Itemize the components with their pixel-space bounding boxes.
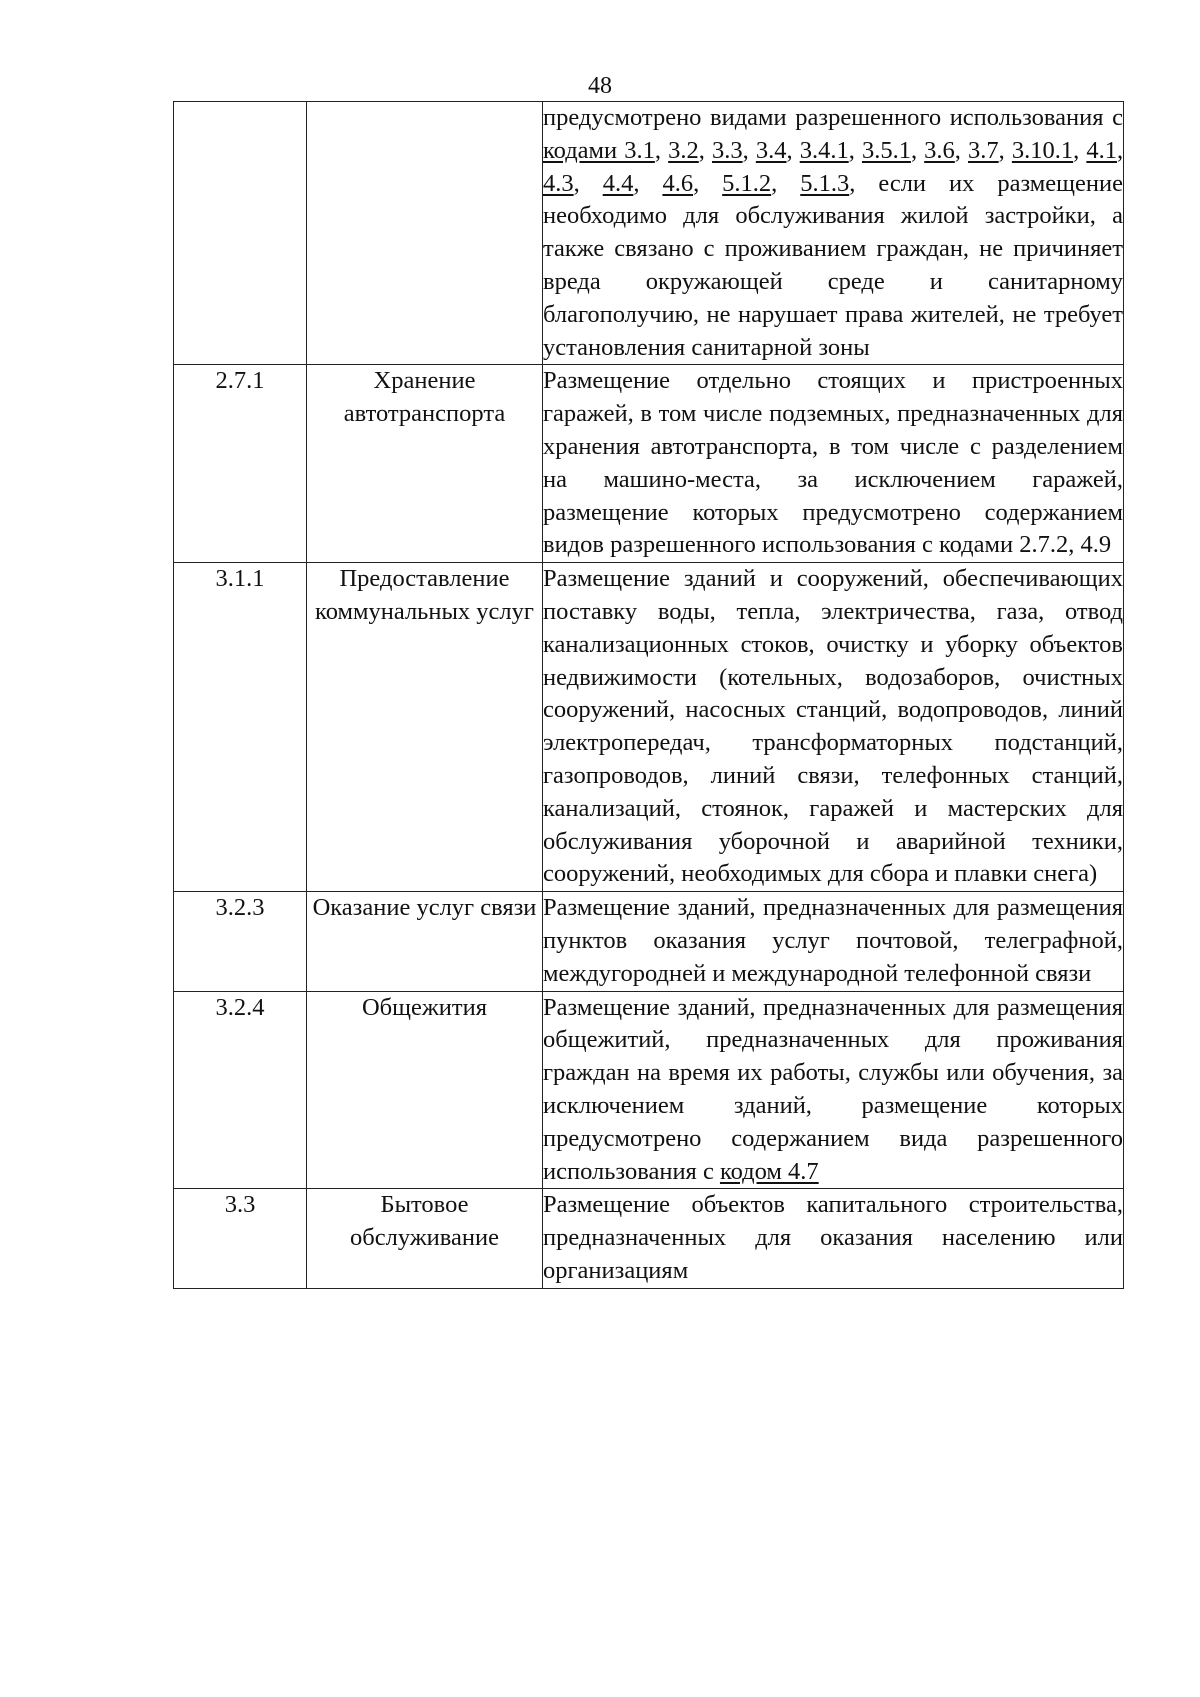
description-text: ,	[848, 136, 862, 164]
description-text: ,	[910, 136, 925, 164]
code-reference-link[interactable]: кодами 3.1	[543, 136, 655, 164]
code-reference-link[interactable]: 3.7	[968, 136, 999, 164]
description-text: ,	[1117, 136, 1124, 164]
row-description-cell	[543, 991, 1124, 1189]
row-code-cell: 3.2.4	[174, 991, 307, 1189]
description-text: ,	[693, 169, 723, 197]
row-description-cell	[543, 563, 1124, 892]
row-code-cell: 2.7.1	[174, 365, 307, 563]
description-text: Размещение отдельно стоящих и пристроенных гаражей, в том числе подземных, предназначенных для хранения автотранспорта, в том числе с разделением на машино-места, за исключением гаражей, размещение которых предусмотрено содержанием видов разрешенного использования с кодами 2.7.2, 4.9	[543, 367, 1123, 559]
row-name-cell: Предоставление коммунальных услуг	[307, 563, 543, 892]
description-text: ,	[654, 136, 669, 164]
code-reference-link[interactable]: 3.6	[924, 136, 955, 164]
code-reference-link[interactable]: 5.1.2	[722, 169, 772, 197]
code-reference-link[interactable]: 4.4	[602, 169, 634, 197]
row-code-cell: 3.3	[174, 1189, 307, 1288]
description-text: ,	[998, 136, 1012, 164]
code-reference-link[interactable]: 5.1.3	[800, 169, 850, 197]
description-text: ,	[573, 169, 603, 197]
code-reference-link[interactable]: 3.2	[668, 136, 699, 164]
row-code-cell	[174, 102, 307, 365]
row-code-cell: 3.2.3	[174, 892, 307, 991]
description-text: ,	[771, 169, 801, 197]
table-row	[174, 991, 1124, 1189]
description-text: ,	[954, 136, 969, 164]
description-text: ,	[1073, 136, 1087, 164]
code-reference-link[interactable]: 3.5.1	[861, 136, 911, 164]
description-text: ,	[633, 169, 663, 197]
description-text: ,	[698, 136, 712, 164]
row-description-cell	[543, 102, 1124, 365]
code-reference-link[interactable]: 4.1	[1086, 136, 1117, 164]
row-code-cell: 3.1.1	[174, 563, 307, 892]
code-reference-link[interactable]: 3.10.1	[1011, 136, 1074, 164]
code-reference-link[interactable]: 4.3	[543, 169, 574, 197]
row-name-cell: Бытовое обслуживание	[307, 1189, 543, 1288]
row-name-cell	[307, 102, 543, 365]
table-row	[174, 365, 1124, 563]
code-reference-link[interactable]: 3.3	[711, 136, 743, 164]
table-row	[174, 1189, 1124, 1288]
row-description-cell	[543, 365, 1124, 563]
code-reference-link[interactable]: 3.4.1	[799, 136, 849, 164]
row-description-cell	[543, 1189, 1124, 1288]
land-use-table	[173, 101, 1124, 1289]
description-text: Размещение зданий, предназначенных для размещения общежитий, предназначенных для проживания граждан на время их работы, службы или обучения, за исключением зданий, размещение которых предусмотрено содержанием вида разрешенного использования с	[543, 993, 1123, 1185]
table-row	[174, 563, 1124, 892]
code-reference-link[interactable]: кодом 4.7	[719, 1157, 819, 1185]
table-row	[174, 102, 1124, 365]
description-text: ,	[742, 136, 756, 164]
code-reference-link[interactable]: 4.6	[662, 169, 694, 197]
row-name-cell: Оказание услуг связи	[307, 892, 543, 991]
description-text: , если их размещение необходимо для обслуживания жилой застройки, а также связано с проживанием граждан, не причиняет вреда окружающей среде и санитарному благополучию, не нарушает права жителей, не требует установления санитарной зоны	[543, 169, 1124, 361]
page-number: 48	[588, 73, 612, 99]
row-description-cell	[543, 892, 1124, 991]
description-text: предусмотрено видами разрешенного использования с	[543, 104, 1123, 131]
description-text: Размещение объектов капитального строительства, предназначенных для оказания населению или организациям	[543, 1191, 1123, 1284]
description-text: ,	[786, 136, 800, 164]
description-text: Размещение зданий, предназначенных для размещения пунктов оказания услуг почтовой, телеграфной, междугородней и международной телефонной связи	[543, 894, 1123, 987]
table-row	[174, 892, 1124, 991]
table-body	[174, 102, 1124, 1289]
row-name-cell: Общежития	[307, 991, 543, 1189]
description-text: Размещение зданий и сооружений, обеспечивающих поставку воды, тепла, электричества, газа, отвод канализационных стоков, очистку и уборку объектов недвижимости (котельных, водозаборов, очистных сооружений, насосных станций, водопроводов, линий электропередач, трансформаторных подстанций, газопроводов, линий связи, телефонных станций, канализаций, стоянок, гаражей и мастерских для обслуживания уборочной и аварийной техники, сооружений, необходимых для сбора и плавки снега)	[543, 565, 1123, 888]
row-name-cell: Хранение автотранспорта	[307, 365, 543, 563]
code-reference-link[interactable]: 3.4	[755, 136, 787, 164]
